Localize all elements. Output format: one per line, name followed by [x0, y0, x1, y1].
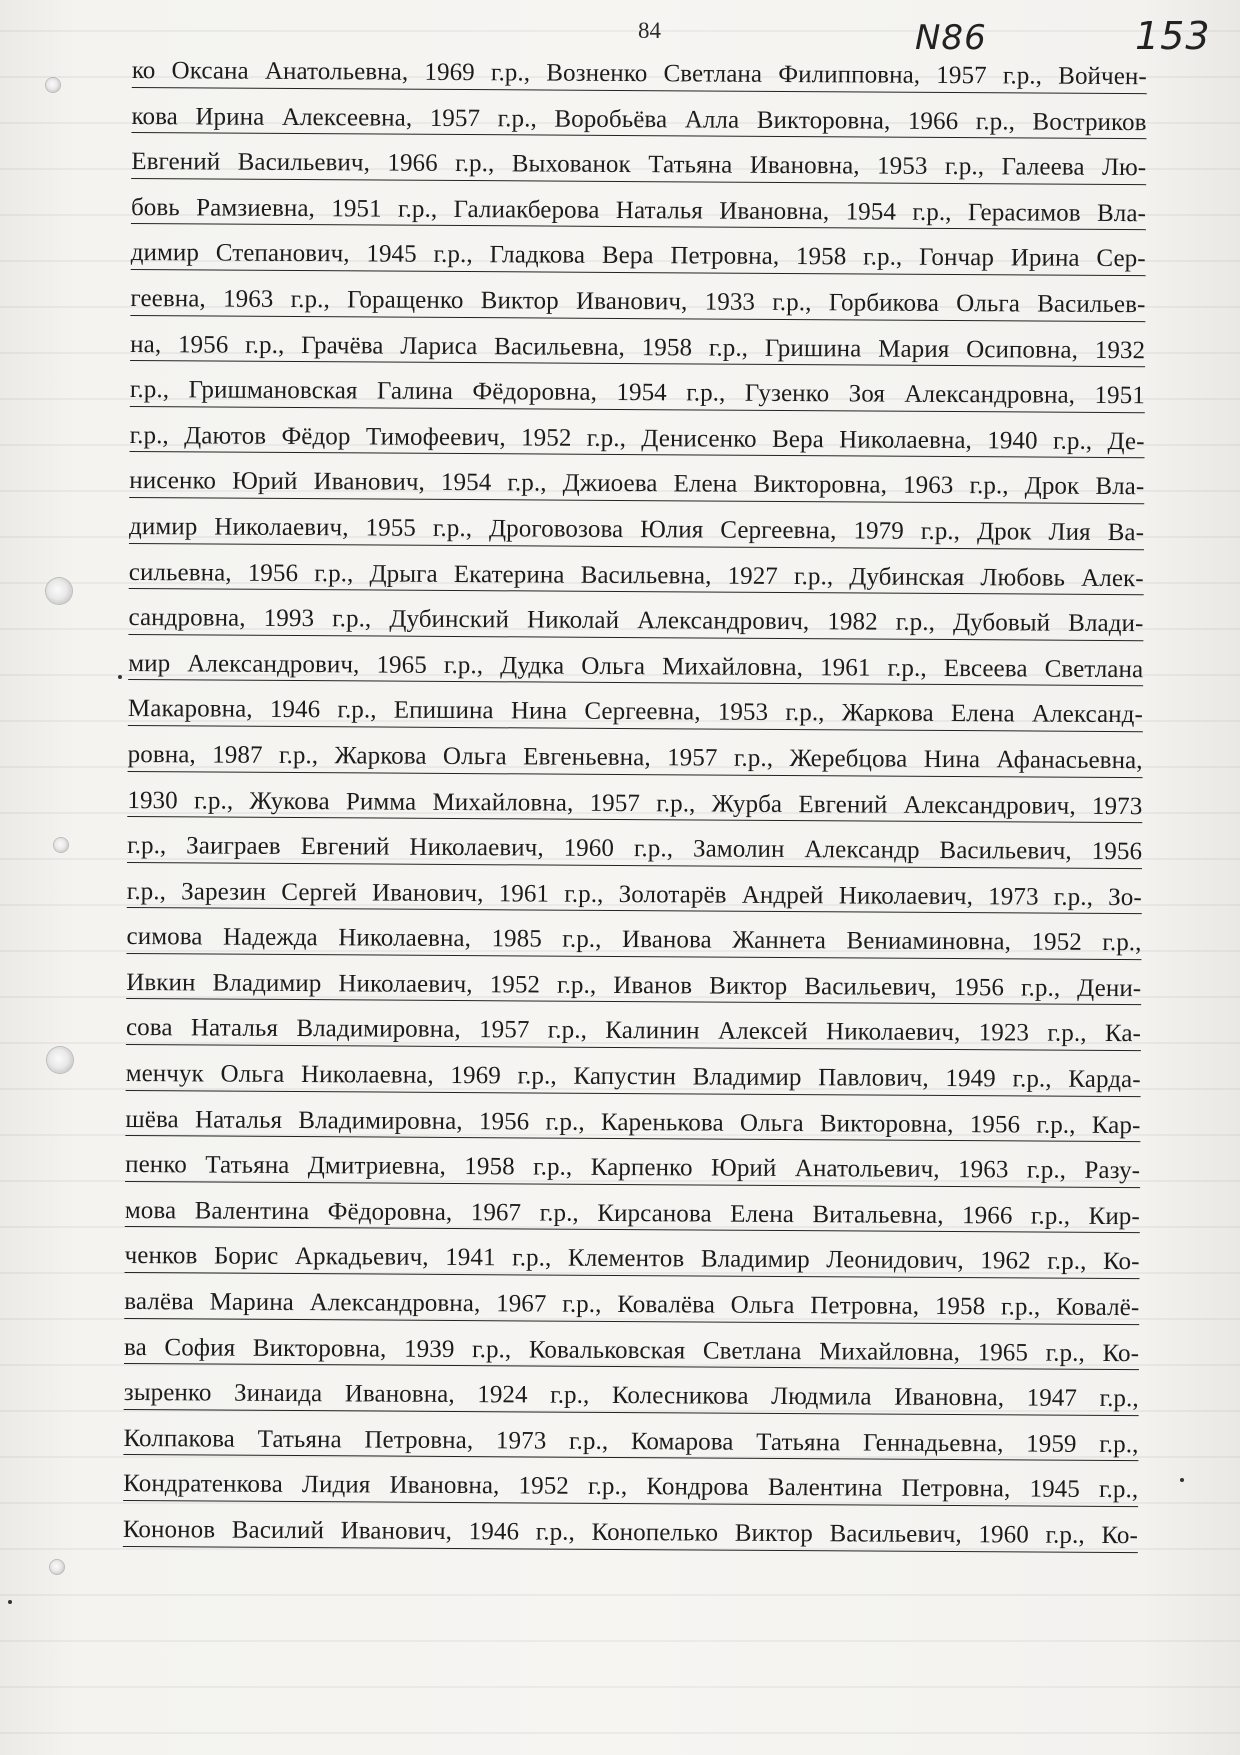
- text-line: г.р., Заиграев Евгений Николаевич, 1960 г.р., Замолин Александр Васильевич, 1956: [127, 823, 1142, 875]
- handwritten-folio-number: N86: [915, 18, 987, 58]
- text-line: г.р., Зарезин Сергей Иванович, 1961 г.р., Золотарёв Андрей Николаевич, 1973 г.р., Зо-: [127, 869, 1142, 921]
- text-line: ченков Борис Аркадьевич, 1941 г.р., Клементов Владимир Леонидович, 1962 г.р., Ко-: [124, 1233, 1139, 1285]
- scan-speck: [1180, 1478, 1184, 1482]
- text-line: симова Надежда Николаевна, 1985 г.р., Иванова Жаннета Вениаминовна, 1952 г.р.,: [126, 914, 1141, 966]
- text-line: бовь Рамзиевна, 1951 г.р., Галиакберова Наталья Ивановна, 1954 г.р., Герасимов Вла-: [131, 185, 1146, 237]
- punch-hole: [54, 838, 68, 852]
- text-line: мова Валентина Фёдоровна, 1967 г.р., Кирсанова Елена Витальевна, 1966 г.р., Кир-: [125, 1188, 1140, 1240]
- punch-hole: [46, 578, 72, 604]
- text-line: Евгений Васильевич, 1966 г.р., Выхованок Татьяна Ивановна, 1953 г.р., Галеева Лю-: [131, 139, 1146, 191]
- text-line: сильевна, 1956 г.р., Дрыга Екатерина Васильевна, 1927 г.р., Дубинская Любовь Алек-: [129, 550, 1144, 602]
- text-line: г.р., Даютов Фёдор Тимофеевич, 1952 г.р., Денисенко Вера Николаевна, 1940 г.р., Де-: [129, 413, 1144, 465]
- text-line: шёва Наталья Владимировна, 1956 г.р., Каренькова Ольга Викторовна, 1956 г.р., Кар-: [125, 1097, 1140, 1149]
- text-line: менчук Ольга Николаевна, 1969 г.р., Капустин Владимир Павлович, 1949 г.р., Карда-: [126, 1051, 1141, 1103]
- page-number: 84: [638, 18, 661, 43]
- handwritten-sheet-number: 153: [1135, 14, 1211, 58]
- punch-hole: [46, 78, 60, 92]
- punch-hole: [50, 1560, 64, 1574]
- text-line: нисенко Юрий Иванович, 1954 г.р., Джиоева Елена Викторовна, 1963 г.р., Дрок Вла-: [129, 458, 1144, 510]
- text-line: 1930 г.р., Жукова Римма Михайловна, 1957 г.р., Журба Евгений Александрович, 1973: [127, 777, 1142, 829]
- text-line: валёва Марина Александровна, 1967 г.р., Ковалёва Ольга Петровна, 1958 г.р., Ковалё-: [124, 1279, 1139, 1331]
- text-line: Кононов Василий Иванович, 1946 г.р., Конопелько Виктор Васильевич, 1960 г.р., Ко-: [123, 1507, 1138, 1559]
- text-line: ва София Викторовна, 1939 г.р., Ковальковская Светлана Михайловна, 1965 г.р., Ко-: [124, 1325, 1139, 1377]
- text-line: мир Александрович, 1965 г.р., Дудка Ольга Михайловна, 1961 г.р., Евсеева Светлана: [128, 641, 1143, 693]
- text-line: ко Оксана Анатольевна, 1969 г.р., Возненко Светлана Филипповна, 1957 г.р., Войчен-: [132, 48, 1147, 100]
- text-line: Кондратенкова Лидия Ивановна, 1952 г.р., Кондрова Валентина Петровна, 1945 г.р.,: [123, 1461, 1138, 1513]
- text-line: г.р., Гришмановская Галина Фёдоровна, 1954 г.р., Гузенко Зоя Александровна, 1951: [130, 367, 1145, 419]
- text-line: зыренко Зинаида Ивановна, 1924 г.р., Колесникова Людмила Ивановна, 1947 г.р.,: [124, 1370, 1139, 1422]
- text-line: Колпакова Татьяна Петровна, 1973 г.р., Комарова Татьяна Геннадьевна, 1959 г.р.,: [123, 1416, 1138, 1468]
- text-line: димир Степанович, 1945 г.р., Гладкова Вера Петровна, 1958 г.р., Гончар Ирина Сер-: [131, 230, 1146, 282]
- scan-speck: [118, 675, 122, 679]
- text-line: Ивкин Владимир Николаевич, 1952 г.р., Иванов Виктор Васильевич, 1956 г.р., Дени-: [126, 960, 1141, 1012]
- text-line: пенко Татьяна Дмитриевна, 1958 г.р., Карпенко Юрий Анатольевич, 1963 г.р., Разу-: [125, 1142, 1140, 1194]
- text-line: ровна, 1987 г.р., Жаркова Ольга Евгеньевна, 1957 г.р., Жеребцова Нина Афанасьевна,: [128, 732, 1143, 784]
- text-line: геевна, 1963 г.р., Горащенко Виктор Иванович, 1933 г.р., Горбикова Ольга Васильев-: [130, 276, 1145, 328]
- text-line: кова Ирина Алексеевна, 1957 г.р., Воробьёва Алла Викторовна, 1966 г.р., Востриков: [131, 94, 1146, 146]
- punch-hole: [47, 1047, 73, 1073]
- text-line: димир Николаевич, 1955 г.р., Дроговозова Юлия Сергеевна, 1979 г.р., Дрок Лия Ва-: [129, 504, 1144, 556]
- text-line: на, 1956 г.р., Грачёва Лариса Васильевна, 1958 г.р., Гришина Мария Осиповна, 1932: [130, 322, 1145, 374]
- text-line: сандровна, 1993 г.р., Дубинский Николай Александрович, 1982 г.р., Дубовый Влади-: [128, 595, 1143, 647]
- text-line: сова Наталья Владимировна, 1957 г.р., Калинин Алексей Николаевич, 1923 г.р., Ка-: [126, 1005, 1141, 1057]
- name-list-text: [123, 48, 1147, 1559]
- text-line: Макаровна, 1946 г.р., Епишина Нина Сергеевна, 1953 г.р., Жаркова Елена Александ-: [128, 686, 1143, 738]
- scan-speck: [8, 1600, 12, 1604]
